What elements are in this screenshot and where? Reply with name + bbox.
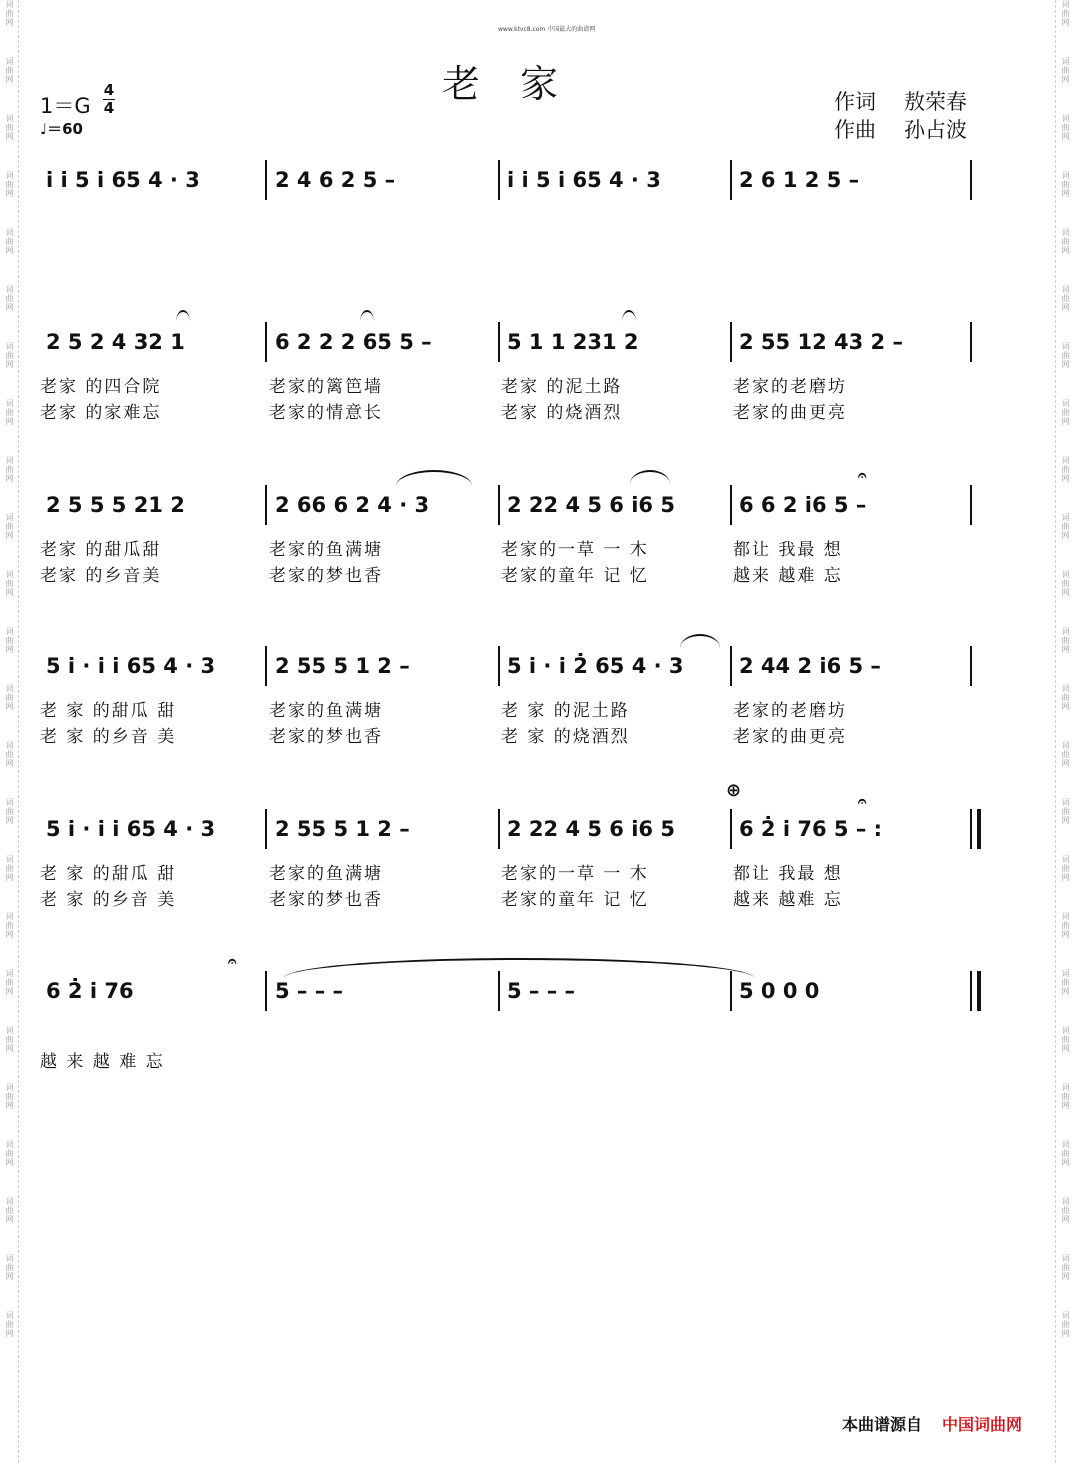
watermark-text: 词曲网	[1061, 171, 1070, 198]
watermark-text: 词曲网	[5, 1140, 14, 1167]
lyric-segment: 老家 的烧酒烈	[501, 403, 623, 423]
barline	[498, 809, 500, 849]
lyric-segment: 越 来 越 难 忘	[40, 1052, 165, 1072]
slur-mark	[396, 470, 472, 486]
notes-row	[40, 485, 975, 525]
lyric-segment: 越来 越难 忘	[733, 890, 843, 910]
watermark-text: 词曲网	[5, 342, 14, 369]
watermark-text: 词曲网	[5, 627, 14, 654]
lyric-segment: 老家的鱼满塘	[269, 540, 383, 560]
watermark-text: 词曲网	[1061, 912, 1070, 939]
time-signature-bottom: 4	[103, 99, 115, 117]
watermark-text: 词曲网	[1061, 513, 1070, 540]
watermark-text: 词曲网	[5, 399, 14, 426]
footer-brand-link[interactable]: 中国词曲网	[942, 1415, 1023, 1434]
lyric-segment: 老家 的家难忘	[40, 403, 162, 423]
lyric-segment: 老家的曲更亮	[733, 403, 847, 423]
barline	[265, 809, 267, 849]
notes-row	[40, 646, 975, 686]
measure: 5 0 0 0	[739, 979, 820, 1003]
lyric-line	[40, 535, 975, 561]
barline	[970, 322, 972, 362]
barline	[265, 971, 267, 1011]
composer-name: 孙占波	[904, 118, 967, 142]
credits	[834, 88, 967, 144]
tempo-marking: ♩＝60	[40, 120, 83, 138]
watermark-text: 词曲网	[1061, 57, 1070, 84]
watermark-text: 词曲网	[5, 684, 14, 711]
watermark-text: 词曲网	[5, 798, 14, 825]
measure: 5 1 1 231 2	[507, 330, 639, 354]
watermark-text: 词曲网	[1061, 342, 1070, 369]
measure: 6 6 2 i̇6 5 –	[739, 493, 867, 517]
watermark-text: 词曲网	[1061, 399, 1070, 426]
barline	[498, 485, 500, 525]
final-barline	[970, 809, 981, 849]
lyric-segment: 老 家 的乡音 美	[40, 890, 177, 910]
watermark-text: 词曲网	[5, 114, 14, 141]
watermark-text: 词曲网	[1061, 114, 1070, 141]
lyric-segment: 老家的鱼满塘	[269, 864, 383, 884]
watermark-text: 词曲网	[1061, 1026, 1070, 1053]
watermark-text: 词曲网	[1061, 1254, 1070, 1281]
barline	[265, 485, 267, 525]
lyricist-line	[834, 88, 967, 116]
barline	[730, 809, 732, 849]
watermark-text: 词曲网	[1061, 1197, 1070, 1224]
watermark-text: 词曲网	[1061, 1311, 1070, 1338]
measure: 2 55 5 1 2 –	[275, 817, 410, 841]
key-signature: 1＝G	[40, 94, 91, 118]
time-signature-top: 4	[103, 81, 115, 99]
barline	[970, 160, 972, 200]
watermark-text: 词曲网	[1061, 456, 1070, 483]
barline	[265, 646, 267, 686]
watermark-text: 词曲网	[5, 741, 14, 768]
measure: 5 i̇ · i̇ i̇ 65 4 · 3	[46, 817, 216, 841]
notes-row	[40, 160, 975, 200]
measure: 5 i̇ · i̇ i̇ 65 4 · 3	[46, 654, 216, 678]
lyric-line	[40, 696, 975, 722]
watermark-text: 词曲网	[5, 1026, 14, 1053]
lyric-segment: 老家的童年 记 忆	[501, 890, 649, 910]
final-barline	[970, 971, 981, 1011]
barline	[730, 485, 732, 525]
watermark-text: 词曲网	[1061, 684, 1070, 711]
measure: 2 5 2 4 32 1	[46, 330, 185, 354]
lyric-segment: 老家的老磨坊	[733, 377, 847, 397]
right-watermark-strip	[1055, 0, 1074, 1463]
barline	[730, 160, 732, 200]
lyric-line	[40, 859, 975, 885]
lyricist-label: 作词	[834, 90, 876, 114]
watermark-text: 词曲网	[5, 969, 14, 996]
lyric-line	[40, 372, 975, 398]
lyric-segment: 越来 越难 忘	[733, 566, 843, 586]
lyric-segment: 老 家 的乡音 美	[40, 727, 177, 747]
score-system	[40, 646, 975, 747]
measure: 2 5 5 5 21 2	[46, 493, 185, 517]
notes-row	[40, 322, 975, 362]
lyric-segment: 老家 的甜瓜甜	[40, 540, 162, 560]
lyric-segment: 老 家 的泥土路	[501, 701, 630, 721]
barline	[730, 322, 732, 362]
watermark-text: 词曲网	[1061, 570, 1070, 597]
watermark-text: 词曲网	[5, 171, 14, 198]
measure: 5 i̇ · i̇ 2̇ 65 4 · 3	[507, 654, 684, 678]
watermark-text: 词曲网	[5, 570, 14, 597]
measure: 2 66 6 2 4 · 3	[275, 493, 430, 517]
site-tag: www.ktvc8.com 中国最大的曲谱网	[498, 26, 596, 33]
score-title: 老 家	[441, 62, 573, 107]
watermark-text: 词曲网	[1061, 969, 1070, 996]
slur-mark	[176, 310, 190, 322]
watermark-text: 词曲网	[1061, 855, 1070, 882]
lyric-segment: 老家的梦也香	[269, 890, 383, 910]
watermark-text: 词曲网	[5, 1197, 14, 1224]
measure: 2 4 6 2 5 –	[275, 168, 396, 192]
measure: 2 22 4 5 6 i̇6 5	[507, 493, 675, 517]
watermark-text: 词曲网	[5, 285, 14, 312]
watermark-text: 词曲网	[5, 0, 14, 27]
watermark-text: 词曲网	[5, 1083, 14, 1110]
barline	[730, 646, 732, 686]
fermata-icon: 𝄐	[858, 792, 867, 810]
left-watermark-strip	[0, 0, 19, 1463]
slur-mark	[680, 634, 720, 648]
watermark-text: 词曲网	[5, 1254, 14, 1281]
lyric-segment: 老家的一草 一 木	[501, 864, 649, 884]
lyric-segment: 老家 的四合院	[40, 377, 162, 397]
watermark-text: 词曲网	[5, 855, 14, 882]
watermark-text: 词曲网	[5, 57, 14, 84]
barline	[498, 160, 500, 200]
measure: 6 2̇ i̇ 76 5 – :	[739, 817, 883, 841]
watermark-text: 词曲网	[1061, 285, 1070, 312]
score-system	[40, 485, 975, 586]
fermata-icon: 𝄐	[858, 466, 867, 484]
lyric-segment: 老家的梦也香	[269, 566, 383, 586]
tie-mark	[284, 958, 754, 978]
lyric-segment: 都让 我最 想	[733, 540, 843, 560]
slur-mark	[360, 310, 374, 322]
lyric-segment: 老家的情意长	[269, 403, 383, 423]
barline	[498, 322, 500, 362]
composer-line	[834, 116, 967, 144]
lyric-segment: 老家的曲更亮	[733, 727, 847, 747]
measure: 6 2̇ i̇ 76	[46, 979, 134, 1003]
watermark-text: 词曲网	[5, 456, 14, 483]
lyric-segment: 老 家 的甜瓜 甜	[40, 701, 177, 721]
lyric-segment: 老 家 的甜瓜 甜	[40, 864, 177, 884]
measure: 6 2 2 2 65 5 –	[275, 330, 432, 354]
measure: i̇ i̇ 5 i̇ 65 4 · 3	[507, 168, 661, 192]
time-signature	[101, 82, 117, 117]
watermark-text: 词曲网	[5, 1311, 14, 1338]
measure: 2 44 2 i̇6 5 –	[739, 654, 881, 678]
lyric-line	[40, 885, 975, 911]
fermata-icon: 𝄐	[228, 952, 237, 970]
watermark-text: 词曲网	[1061, 1083, 1070, 1110]
watermark-text: 词曲网	[5, 513, 14, 540]
lyric-segment: 老家的篱笆墙	[269, 377, 383, 397]
notes-row	[40, 809, 975, 849]
measure: 2 22 4 5 6 i̇6 5	[507, 817, 675, 841]
lyric-segment: 老家的梦也香	[269, 727, 383, 747]
measure: 2 6 1 2 5 –	[739, 168, 860, 192]
watermark-text: 词曲网	[5, 912, 14, 939]
watermark-text: 词曲网	[1061, 0, 1070, 27]
composer-label: 作曲	[834, 118, 876, 142]
lyric-segment: 老家的老磨坊	[733, 701, 847, 721]
lyric-line	[40, 398, 975, 424]
watermark-text: 词曲网	[1061, 228, 1070, 255]
watermark-text: 词曲网	[1061, 741, 1070, 768]
barline	[265, 322, 267, 362]
measure: i̇ i̇ 5 i̇ 65 4 · 3	[46, 168, 200, 192]
lyric-segment: 老家 的乡音美	[40, 566, 162, 586]
footer-source-label: 本曲谱源自	[842, 1415, 923, 1434]
lyricist-name: 敖荣春	[904, 90, 967, 114]
watermark-text: 词曲网	[1061, 1140, 1070, 1167]
watermark-text: 词曲网	[1061, 627, 1070, 654]
score-system	[40, 322, 975, 423]
watermark-text: 词曲网	[1061, 798, 1070, 825]
lyric-line	[40, 561, 975, 587]
score-system	[40, 809, 975, 910]
measure: 5 – – –	[507, 979, 576, 1003]
watermark-text: 词曲网	[5, 228, 14, 255]
measure: 5 – – –	[275, 979, 344, 1003]
coda-icon: ⊕	[726, 780, 742, 801]
lyric-segment: 老 家 的烧酒烈	[501, 727, 630, 747]
lyric-segment: 都让 我最 想	[733, 864, 843, 884]
slur-mark	[630, 470, 670, 484]
barline	[970, 485, 972, 525]
slur-mark	[622, 310, 636, 322]
lyric-line	[40, 722, 975, 748]
lyric-segment: 老家的童年 记 忆	[501, 566, 649, 586]
score-system	[40, 160, 975, 200]
lyric-segment: 老家的一草 一 木	[501, 540, 649, 560]
barline	[970, 646, 972, 686]
barline	[265, 160, 267, 200]
lyric-line	[40, 1047, 975, 1073]
lyric-segment: 老家的鱼满塘	[269, 701, 383, 721]
measure: 2 55 12 43 2 –	[739, 330, 903, 354]
barline	[498, 646, 500, 686]
footer-source	[842, 1412, 1022, 1435]
measure: 2 55 5 1 2 –	[275, 654, 410, 678]
lyric-segment: 老家 的泥土路	[501, 377, 623, 397]
